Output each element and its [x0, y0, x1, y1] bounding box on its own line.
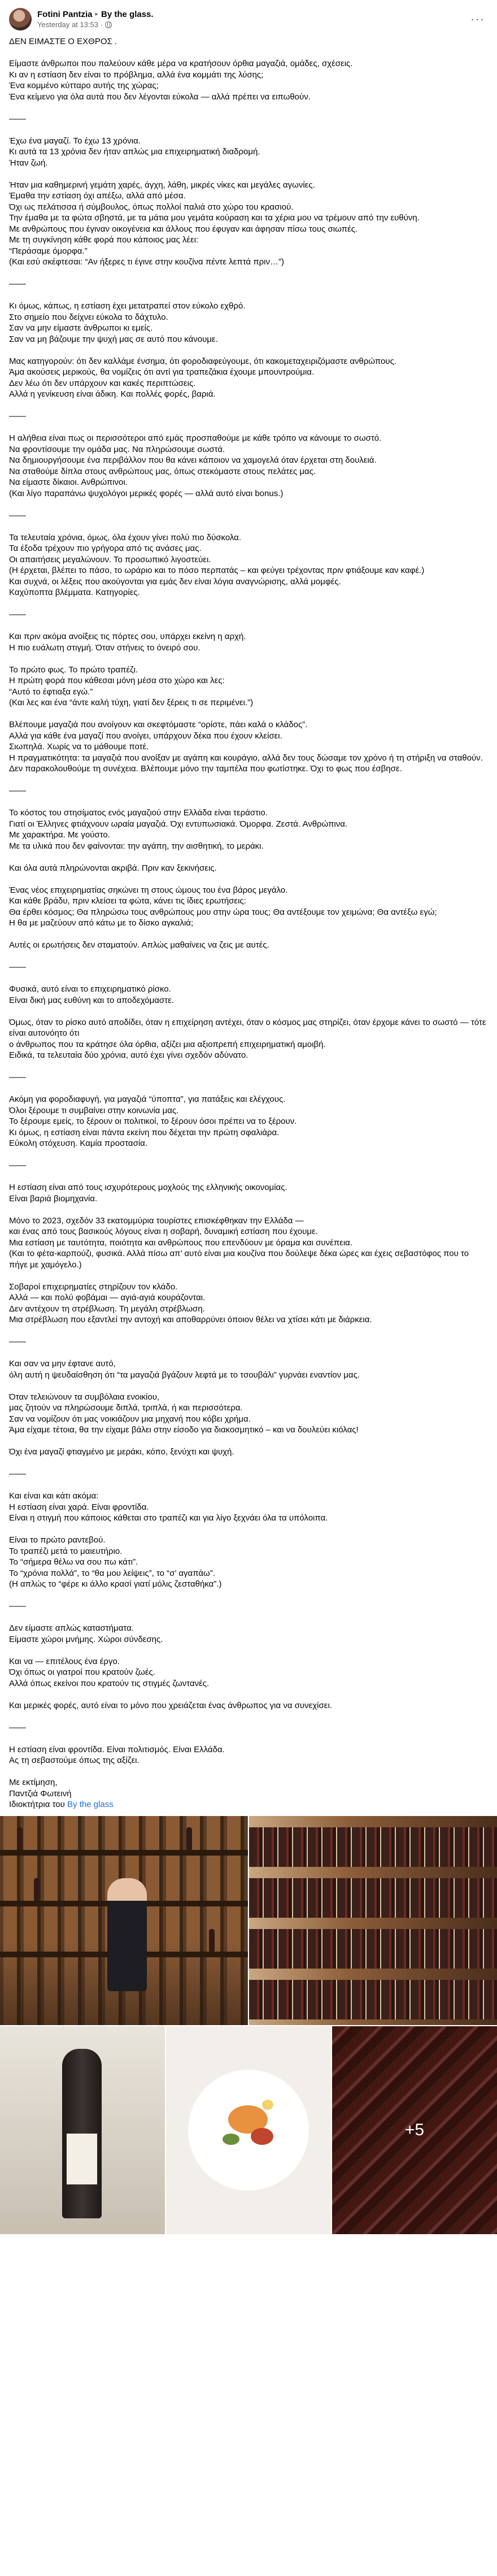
post-text-line: Κι όμως, η εστίαση είναι πάντα εκείνη που δέχεται την πρώτη σφαλιάρα. — [9, 1127, 280, 1137]
paragraph-gap — [9, 1766, 488, 1778]
paragraph-gap — [9, 1480, 488, 1491]
post-text-line: Μας κατηγορούν: ότι δεν καλλάμε ένσημα, ότι φοροδιαφεύγουμε, ότι κακομεταχειριζόμαστε ανθρώπους. — [9, 356, 396, 366]
post-body — [0, 35, 497, 1816]
post-text-line: Κι αν η εστίαση δεν είναι το πρόβλημα, αλλά ένα κομμάτι της λύσης; — [9, 69, 264, 80]
arrow-right-icon: ▸ — [95, 11, 99, 18]
post-text-line: —— — [9, 510, 26, 520]
more-photos-count: +5 — [404, 2120, 425, 2139]
post-text-line: Όλοι ξέρουμε τι συμβαίνει στην κοινωνία μας. — [9, 1105, 179, 1115]
post-text-line: Μόνο το 2023, σχεδόν 33 εκατομμύρια τουρίστες επισκέφθηκαν την Ελλάδα — — [9, 1215, 304, 1226]
post-text-line: Σαν να μην είμαστε άνθρωποι κι εμείς. — [9, 323, 153, 333]
post-text-line: Με χαρακτήρα. Με γούστο. — [9, 830, 110, 840]
post-text-line: Σαν να νομίζουν ότι μας νοικιάζουν μια μηχανή που κόβει χρήμα. — [9, 1414, 251, 1424]
paragraph-gap — [9, 124, 488, 136]
post-text-line: Σιωπηλά. Χωρίς να το μάθουμε ποτέ. — [9, 742, 149, 751]
post-text-line: Αλλά όπως εκείνοι που κρατούν τις στιγμές ζωντανές. — [9, 1678, 210, 1688]
post-text-line: Η εστίαση είναι χαρά. Είναι φροντίδα. — [9, 1502, 149, 1512]
post-text-line: ΔΕΝ ΕΙΜΑΣΤΕ Ο ΕΧΘΡΟΣ . — [9, 37, 117, 46]
post-text-line: Είμαστε άνθρωποι που παλεύουν κάθε μέρα να κρατήσουν όρθια μαγαζιά, ομάδες, σχέσεις. — [9, 59, 353, 68]
post-text-line: Το ξέρουμε εμείς, το ξέρουν οι πολιτικοί, το ξέρουν όσοι πρέπει να το ξέρουν. — [9, 1117, 297, 1126]
post-text-line: Και συχνά, οι λέξεις που ακούγονται για εμάς δεν είναι λόγια αναγνώρισης, αλλά μομφές. — [9, 576, 341, 587]
paragraph-gap — [9, 1380, 488, 1392]
post-text-line: Ας τη σεβαστούμε όπως της αξίζει. — [9, 1756, 139, 1765]
bottle-row — [249, 1827, 497, 1867]
post-text-line: Ειδικά, τα τελευταία δύο χρόνια, αυτό έχει γίνει σχεδόν αδύνατο. — [9, 1050, 249, 1060]
post-text-line: Με τα υλικά που δεν φαίνονται: την αγάπη, την αισθητική, το μεράκι. — [9, 841, 264, 851]
post-text-line: —— — [9, 1337, 26, 1346]
post-text-line: Αλλά — και πολύ φοβάμαι — αγιά-αγιά κουράζονται. — [9, 1293, 206, 1302]
paragraph-gap — [9, 1612, 488, 1623]
author-line — [37, 9, 467, 20]
post-text-line: Είναι βαριά βιομηχανία. — [9, 1193, 98, 1204]
photo-wine-shelves[interactable] — [249, 1816, 497, 2025]
post-text-line: Κι αυτά τα 13 χρόνια δεν ήταν απλώς μια επιχειρηματική διαδρομή. — [9, 147, 260, 157]
meta-line — [37, 20, 467, 29]
paragraph-gap — [9, 1204, 488, 1215]
bottle — [34, 1878, 40, 1901]
meta-separator: · — [100, 20, 103, 29]
post-text-line: (Και λες και ένα “άντε καλή τύχη, γιατί δεν ξέρεις τι σε περιμένει.”) — [9, 698, 254, 707]
post-text-line: Δεν αντέχουν τη στρέβλωση. Τη μεγάλη στρέβλωση. — [9, 1304, 205, 1314]
post-text-line: Σοβαροί επιχειρηματίες στηρίζουν τον κλάδο. — [9, 1282, 178, 1292]
post-text-line: Καχύποπτα βλέμματα. Κατηγορίες. — [9, 588, 140, 597]
post-text-line: Είναι το πρώτο ραντεβού. — [9, 1535, 106, 1545]
timestamp[interactable]: Yesterday at 13:53 — [37, 20, 98, 29]
paragraph-gap — [9, 598, 488, 610]
post-text-line: μας ζητούν να πληρώσουμε διπλά, τριπλά, ή και περισσότερα. — [9, 1403, 243, 1413]
post-text-line: —— — [9, 114, 26, 124]
post-text-line: Με εκτίμηση, — [9, 1778, 58, 1787]
post-text-line: Η θα με μαζεύουν από κάτω με το δίσκο αγκαλιά; — [9, 918, 194, 928]
more-photos-overlay[interactable] — [332, 2026, 497, 2234]
paragraph-gap — [9, 620, 488, 632]
paragraph-gap — [9, 1270, 488, 1282]
post-header — [0, 0, 497, 35]
post-text-line: Το κόστος του στησίματος ενός μαγαζιού στην Ελλάδα είναι τεράστιο. — [9, 808, 268, 818]
post-text-line: Στο σημείο που δείχνει εύκολα το δάχτυλο. — [9, 312, 168, 322]
photo-gallery — [0, 1816, 497, 2234]
paragraph-gap — [9, 521, 488, 532]
person — [107, 1878, 147, 1991]
post-text-line: Όχι ως πελάτισσα ή σύμβουλος, όπως πολλοί παλιά στο χώρο του κρασιού. — [9, 202, 294, 212]
paragraph-gap — [9, 1645, 488, 1656]
post-text-line: Είναι η στιγμή που κάποιος κάθεται στο τραπέζι και για λίγο ξεχνάει όλα τα υπόλοιπα. — [9, 1513, 328, 1523]
bottle-row — [249, 1929, 497, 1969]
post-text-line: Η αλήθεια είναι πως οι περισσότεροι από εμάς προσπαθούμε με κάθε τρόπο να κάνουμε το σωστό. — [9, 433, 382, 443]
post-text-line: Τα τελευταία χρόνια, όμως, όλα έχουν γίνει πολύ πιο δύσκολα. — [9, 532, 242, 542]
post-text-line: Με τη συγκίνηση κάθε φορά που κάποιος μας λέει: — [9, 235, 199, 245]
post-text-line: Οι απαιτήσεις μεγαλώνουν. Το προσωπικό λιγοστεύει. — [9, 554, 211, 564]
post-text-line: —— — [9, 279, 26, 289]
post-text-line: Όχι ένα μαγαζί φτιαγμένο με μεράκι, κόπο, ξενύχτι και ψυχή. — [9, 1447, 234, 1457]
paragraph-gap — [9, 102, 488, 114]
paragraph-gap — [9, 422, 488, 433]
paragraph-gap — [9, 499, 488, 510]
post-text-line: Φυσικά, αυτό είναι το επιχειρηματικό ρίσκο. — [9, 984, 171, 994]
paragraph-gap — [9, 1061, 488, 1072]
post-text-line: Ένα κομμένο κύτταρο αυτής της χώρας; — [9, 81, 159, 90]
group-name[interactable]: By the glass. — [101, 10, 154, 19]
bottle — [186, 1827, 192, 1850]
post-text-line: Η πραγματικότητα: τα μαγαζιά που ανοίξαν με αγάπη και κουράγιο, αλλά δεν τους δώσαμε τον χρόνο ή τη στήριξη να σταθούν. — [9, 753, 483, 763]
post-text-line: Κι όμως, κάπως, η εστίαση έχει μετατραπεί στον εύκολο εχθρό. — [9, 301, 246, 311]
paragraph-gap — [9, 47, 488, 59]
food-item — [223, 2134, 239, 2145]
paragraph-gap — [9, 929, 488, 940]
post-text-line: Να φροντίσουμε την ομάδα μας. Να πληρώσουμε σωστά. — [9, 444, 225, 454]
paragraph-gap — [9, 951, 488, 962]
food-item — [262, 2100, 273, 2110]
paragraph-gap — [9, 852, 488, 863]
post-text-line: Έμαθα την εστίαση όχι απέξω, αλλά από μέσα. — [9, 191, 186, 201]
photo-wine-shop-interior[interactable] — [0, 1816, 248, 2025]
post-text-line: ο άνθρωπος που τα κράτησε όλα όρθια, αξίζει μια αξιοπρεπή επιχειρηματική αμοιβή. — [9, 1039, 326, 1049]
post-text-line: Η εστίαση είναι από τους ισχυρότερους μοχλούς της ελληνικής οικονομίας. — [9, 1183, 287, 1192]
bottle — [17, 1827, 23, 1850]
bottle-label — [67, 2134, 97, 2184]
bottle-row — [249, 1980, 497, 2019]
post-text-line: —— — [9, 786, 26, 796]
post-text-line: Τα έξοδα τρέχουν πιο γρήγορα από τις ανάσες μας. — [9, 544, 202, 553]
post-text-line: Το πρώτο φως. Το πρώτο τραπέζι. — [9, 664, 138, 675]
paragraph-gap — [9, 1590, 488, 1601]
post-text-line: (Και εσύ σκέφτεσαι: “Αν ήξερες τι έγινε στην κουζίνα πέντε λεπτά πριν…”) — [9, 257, 284, 267]
post-text-line: Η πιο ευάλωτη στιγμή. Όταν στήνεις το όνειρό σου. — [9, 642, 200, 653]
paragraph-gap — [9, 1348, 488, 1359]
post-text-line: Δεν είμαστε απλώς καταστήματα. — [9, 1623, 134, 1633]
post-text-line: Και σαν να μην έφτανε αυτό, — [9, 1359, 116, 1369]
post-text-line: Αλλά η γενίκευση είναι άδικη. Και πολλές φορές, βαριά. — [9, 389, 216, 399]
post-text-line: όλη αυτή η ψευδαίσθηση ότι “τα μαγαζιά βγάζουν λεφτά με το τσουβάλι” γυρνάει εναντίον μας. — [9, 1370, 360, 1380]
post-text-line: Γιατί οι Έλληνες φτιάχνουν ωραία μαγαζιά. Όχι εντυπωσιακά. Όμορφα. Ζεστά. Ανθρώπινα. — [9, 819, 348, 829]
paragraph-gap — [9, 709, 488, 720]
post-text-line: Εύκολη στόχευση. Καμία προστασία. — [9, 1139, 148, 1148]
post-text-line: —— — [9, 1161, 26, 1170]
post-text-line: Μια στρέβλωση που εξαντλεί την αντοχή και αποθαρρύνει όποιον θέλει να χτίσει κάτι με διάρκεια. — [9, 1315, 372, 1324]
paragraph-gap — [9, 1006, 488, 1017]
post-text-line: Με ανθρώπους που έγιναν οικογένεια και άλλους που έφυγαν και άφησαν πίσω τους σιωπές. — [9, 224, 358, 234]
post-text-line: “Αυτό το έφτιαξα εγώ.” — [9, 687, 93, 697]
post-text-line: “Περάσαμε όμορφα.” — [9, 246, 88, 256]
paragraph-gap — [9, 1733, 488, 1744]
photo-wine-bottle[interactable] — [0, 2026, 165, 2234]
post-text-line: (Η έρχεται, βλέπει το πάσο, το ωράριο και το πόσο περπατάς – και φεύγει τρέχοντας πριν φτιάξουμε καν καφέ.) — [9, 566, 425, 575]
post-text-line: (Και το φέτα-καρπούζι, φυσικά. Αλλά πίσω απ’ αυτό είναι μια κουζίνα που δούλεψε δέκα ώρες και έχεις σεβαστόφος που το πήγε με χαμόγελο.) — [9, 1249, 469, 1270]
post-text-line: Είναι δική μας ευθύνη και το αποδεχόμαστε. — [9, 995, 174, 1005]
paragraph-gap — [9, 1149, 488, 1161]
paragraph-gap — [9, 345, 488, 356]
post-text-line: και ένας από τους βασικούς λόγους είναι η σοβαρή, δυναμική εστίαση που έχουμε. — [9, 1227, 318, 1236]
post-text-line: Να είμαστε δίκαιοι. Ανθρώπινοι. — [9, 477, 128, 487]
photo-more[interactable] — [332, 2026, 497, 2234]
post-text-line: Όταν τελειώνουν τα συμβόλαια ενοικίου, — [9, 1392, 160, 1402]
post-text-line: Και να — επιτέλους ένα έργο. — [9, 1656, 120, 1666]
post-text-line: Άμα είχαμε τέτοια, θα την είχαμε βάλει στην είσοδο για διακοσμητικό – και να δουλεύει κιόλας! — [9, 1425, 359, 1435]
post-text-line: —— — [9, 1722, 26, 1732]
globe-icon — [105, 21, 112, 28]
post-text-line: Όχι όπως οι γιατροί που κρατούν ζωές. — [9, 1667, 155, 1677]
post-text-line: —— — [9, 1072, 26, 1082]
post-text-line: Η εστίαση είναι φροντίδα. Είναι πολιτισμός. Είναι Ελλάδα. — [9, 1744, 225, 1754]
paragraph-gap — [9, 775, 488, 786]
page-link[interactable]: By the glass — [67, 1800, 114, 1809]
post-text-line: —— — [9, 1469, 26, 1479]
post-text-line: Αυτές οι ερωτήσεις δεν σταματούν. Απλώς μαθαίνεις να ζεις με αυτές. — [9, 940, 269, 950]
post-text-line: Και πριν ακόμα ανοίξεις τις πόρτες σου, υπάρχει εκείνη η αρχή. — [9, 632, 246, 641]
avatar[interactable] — [9, 8, 32, 31]
post-text-line: Θα έρθει κόσμος; Θα πληρώσω τους ανθρώπους μου στην ώρα τους; Θα αντέξουμε τον χειμώνα; Θα αντέξω εγώ; — [9, 907, 437, 917]
more-options-button[interactable]: ··· — [470, 12, 485, 26]
paragraph-gap — [9, 1326, 488, 1337]
post-text-line: Να σταθούμε δίπλα στους ανθρώπους μας, όπως στεκόμαστε στους πελάτες μας. — [9, 466, 316, 476]
paragraph-gap — [9, 1171, 488, 1183]
paragraph-gap — [9, 653, 488, 664]
post-text-line: Το “σήμερα θέλω να σου πω κάτι”. — [9, 1557, 138, 1567]
paragraph-gap — [9, 973, 488, 984]
post-text-line: Το τραπέζι μετά το μαιευτήριο. — [9, 1546, 123, 1556]
photo-dish[interactable] — [166, 2026, 331, 2234]
paragraph-gap — [9, 1524, 488, 1535]
paragraph-gap — [9, 400, 488, 411]
post-text-line: Το “χρόνια πολλά”, το “θα μου λείψεις”, το “σ’ αγαπάω”. — [9, 1568, 215, 1578]
post-text-line: Είμαστε χώροι μνήμης. Χώροι σύνδεσης. — [9, 1634, 163, 1644]
post-text-line: Την έμαθα με τα φώτα σβηστά, με τα μάτια μου γεμάτα κούραση και τα χέρια μου να τρέμουν από την ευθύνη. — [9, 213, 420, 223]
post-text-line: —— — [9, 411, 26, 421]
post-text-line: Έχω ένα μαγαζί. Το έχω 13 χρόνια. — [9, 136, 141, 146]
bottle-row — [249, 1878, 497, 1918]
post-text-line: (Και λίγο παραπάνω ψυχολόγοι μερικές φορές — αλλά αυτό είναι bonus.) — [9, 488, 284, 498]
post-text-line: Ακόμη για φοροδιαφυγή, για μαγαζιά “ύποπτα”, για πατάξεις και ελέγχους. — [9, 1094, 286, 1104]
post-text-line: Να δημιουργήσουμε ένα περιβάλλον που θα κάνει κάποιον να χαμογελά όταν έρχεται στη δουλειά. — [9, 455, 377, 465]
paragraph-gap — [9, 268, 488, 279]
post-text-line: Αλλά για κάθε ένα μαγαζί που ανοίγει, υπάρχουν δέκα που έχουν κλείσει. — [9, 731, 282, 741]
paragraph-gap — [9, 1711, 488, 1722]
post-text-line: Δεν παρακολουθούμε τη συνέχεια. Βλέπουμε μόνο την ταμπέλα που φωτίστηκε. Όχι το φως που έσβησε. — [9, 764, 402, 774]
paragraph-gap — [9, 1083, 488, 1094]
post-text-line: Βλέπουμε μαγαζιά που ανοίγουν και σκεφτόμαστε “ορίστε, πάει καλά ο κλάδος”. — [9, 720, 308, 729]
post-text-line: Η πρώτη φορά που κάθεσαι μόνη μέσα στο χώρο και λες: — [9, 676, 225, 685]
post-text-line: Και μερικές φορές, αυτό είναι το μόνο που χρειάζεται ένας άνθρωπος για να συνεχίσει. — [9, 1700, 332, 1710]
post-text-line: Ένα κείμενο για όλα αυτά που δεν λέγονται εύκολα — αλλά πρέπει να ειπωθούν. — [9, 92, 311, 102]
post-text-line: Και όλα αυτά πληρώνονται ακριβά. Πριν καν ξεκινήσεις. — [9, 863, 217, 873]
post-text-line: Δεν λέω ότι δεν υπάρχουν και κακές περιπτώσεις. — [9, 378, 196, 388]
bottle — [209, 1929, 215, 1952]
post-text-line: Μια εστίαση με ταυτότητα, ποιότητα και ανθρώπους που επενδύουν με όραμα και συνέπεια. — [9, 1237, 353, 1248]
paragraph-gap — [9, 168, 488, 180]
paragraph-gap — [9, 290, 488, 301]
author-name[interactable]: Fotini Pantzia — [37, 10, 93, 19]
paragraph-gap — [9, 1689, 488, 1700]
post-text-line: Όμως, όταν το ρίσκο αυτό αποδίδει, όταν η επιχείρηση αντέχει, όταν ο κόσμος μας στηρίζει, όταν έρχομε κάνει το σωστό — τότε είναι αυτονόητο ότι — [9, 1017, 486, 1038]
post-text-line: Ένας νέος επιχειρηματίας σηκώνει τη στους ώμους του ένα βάρος μεγάλο. — [9, 885, 288, 895]
post-text-line: Ήταν μια καθημερινή γεμάτη χαρές, άγχη, λάθη, μικρές νίκες και μεγάλες αγωνίες. — [9, 180, 315, 190]
paragraph-gap — [9, 874, 488, 885]
post-text-line: —— — [9, 610, 26, 619]
post-text-line: —— — [9, 962, 26, 972]
post-text-line: Ήταν ζωή. — [9, 158, 48, 168]
post-text-line: Άμα ακούσεις μερικούς, θα νομίζεις ότι αντί για τραπεζάκια έχουμε μπουντρούμια. — [9, 367, 315, 377]
paragraph-gap — [9, 1458, 488, 1469]
post-text-line: Παντζιά Φωτεινή — [9, 1788, 72, 1799]
paragraph-gap — [9, 1436, 488, 1447]
post-text-line: (Η απλώς το “φέρε κι άλλο κρασί γιατί μόλις ζεσταθήκα”.) — [9, 1579, 222, 1589]
paragraph-gap — [9, 797, 488, 808]
post-text-line: Σαν να μη βάζουμε την ψυχή μας σε αυτό που κάνουμε. — [9, 334, 218, 344]
post-text-line: Και κάθε βράδυ, πριν κλείσει τα φώτα, κάνει τις ίδιες ερωτήσεις: — [9, 896, 246, 906]
post-text-line: Ιδιοκτήτρια του By the glass — [9, 1800, 114, 1809]
header-text — [37, 9, 467, 29]
food-item — [251, 2128, 273, 2145]
shelf — [0, 1850, 248, 1856]
post-text-line: Και είναι και κάτι ακόμα: — [9, 1491, 99, 1501]
post-text-line: —— — [9, 1601, 26, 1611]
